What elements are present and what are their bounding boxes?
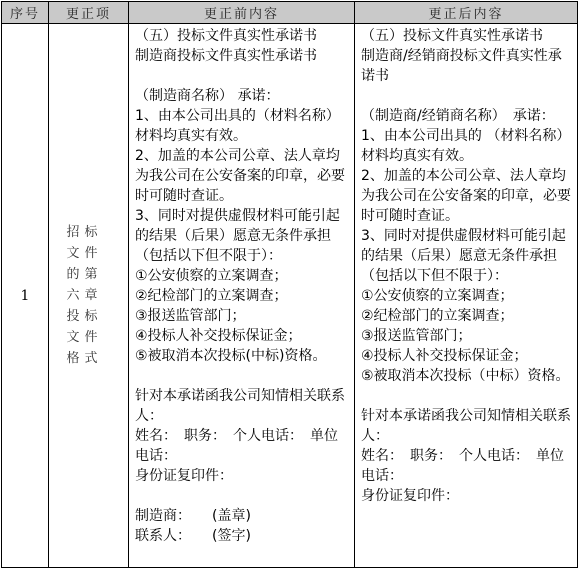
before-p3: 3、同时对提供虚假材料可能引起的结果（后果）愿意无条件承担（包括以下但不限于）： <box>135 208 340 264</box>
header-row <box>2 2 578 24</box>
before-title2: 制造商投标文件真实性承诺书 <box>135 48 317 64</box>
table-row <box>2 24 578 568</box>
before-item-4: ④投标人补交投标保证金； <box>135 328 302 344</box>
before-item-2: ②纪检部门的立案调查； <box>135 288 288 304</box>
row-item: 招标文件的第六章投标文件格式 <box>66 225 103 366</box>
before-p2: 2、加盖的本公司公章、法人章均为我公司在公安备案的印章，必要时可随时查证。 <box>135 148 345 204</box>
after-item-4: ④投标人补交投标保证金； <box>361 348 528 364</box>
before-maker-line: （制造商名称） 承诺： <box>135 88 280 104</box>
before-item-5: ⑤被取消本次投标(中标)资格。 <box>135 348 327 364</box>
before-contact-sign: 联系人： (签字) <box>135 528 251 544</box>
after-name-line: 姓名： 职务： 个人电话： 单位电话： <box>361 448 564 484</box>
before-id-line: 身份证复印件： <box>135 468 233 484</box>
after-id-line: 身份证复印件： <box>361 488 459 504</box>
before-name-line: 姓名： 职务： 个人电话： 单位电话： <box>135 428 338 464</box>
before-item-1: ①公安侦察的立案调查； <box>135 268 288 284</box>
after-item-2: ②纪检部门的立案调查； <box>361 308 514 324</box>
after-p2: 2、加盖的本公司公章、法人章均为我公司在公安备案的印章，必要时可随时查证。 <box>361 168 571 224</box>
before-maker-sign: 制造商： (盖章) <box>135 508 251 524</box>
header-after: 更正后内容 <box>355 2 578 24</box>
after-p1: 1、由本公司出具的 （材料名称） 材料均真实有效。 <box>361 128 571 164</box>
after-title1: （五）投标文件真实性承诺书 <box>361 28 543 44</box>
after-item-3: ③报送监管部门； <box>361 328 472 344</box>
correction-table <box>1 1 578 568</box>
after-content-cell <box>355 24 578 568</box>
after-content <box>355 24 577 506</box>
before-p1: 1、由本公司出具的（材料名称）材料均真实有效。 <box>135 108 340 144</box>
after-contact: 针对本承诺函我公司知情相关联系人： <box>361 408 571 444</box>
before-contact: 针对本承诺函我公司知情相关联系人： <box>135 388 345 424</box>
row-seq: 1 <box>2 24 49 568</box>
before-item-3: ③报送监管部门； <box>135 308 246 324</box>
before-title1: （五）投标文件真实性承诺书 <box>135 28 317 44</box>
before-content <box>129 24 354 546</box>
after-item-1: ①公安侦察的立案调查； <box>361 288 514 304</box>
after-p3: 3、同时对提供虚假材料可能引起的结果（后果）愿意无条件承担（包括以下但不限于）： <box>361 228 566 284</box>
row-item-cell <box>49 24 129 568</box>
header-seq: 序号 <box>2 2 49 24</box>
after-maker-line: （制造商/经销商名称） 承诺： <box>361 108 555 124</box>
before-content-cell <box>129 24 355 568</box>
after-item-5: ⑤被取消本次投标（中标）资格。 <box>361 368 570 384</box>
header-before: 更正前内容 <box>129 2 355 24</box>
after-title2: 制造商/经销商投标文件真实性承诺书 <box>361 48 562 84</box>
header-item: 更正项 <box>49 2 129 24</box>
